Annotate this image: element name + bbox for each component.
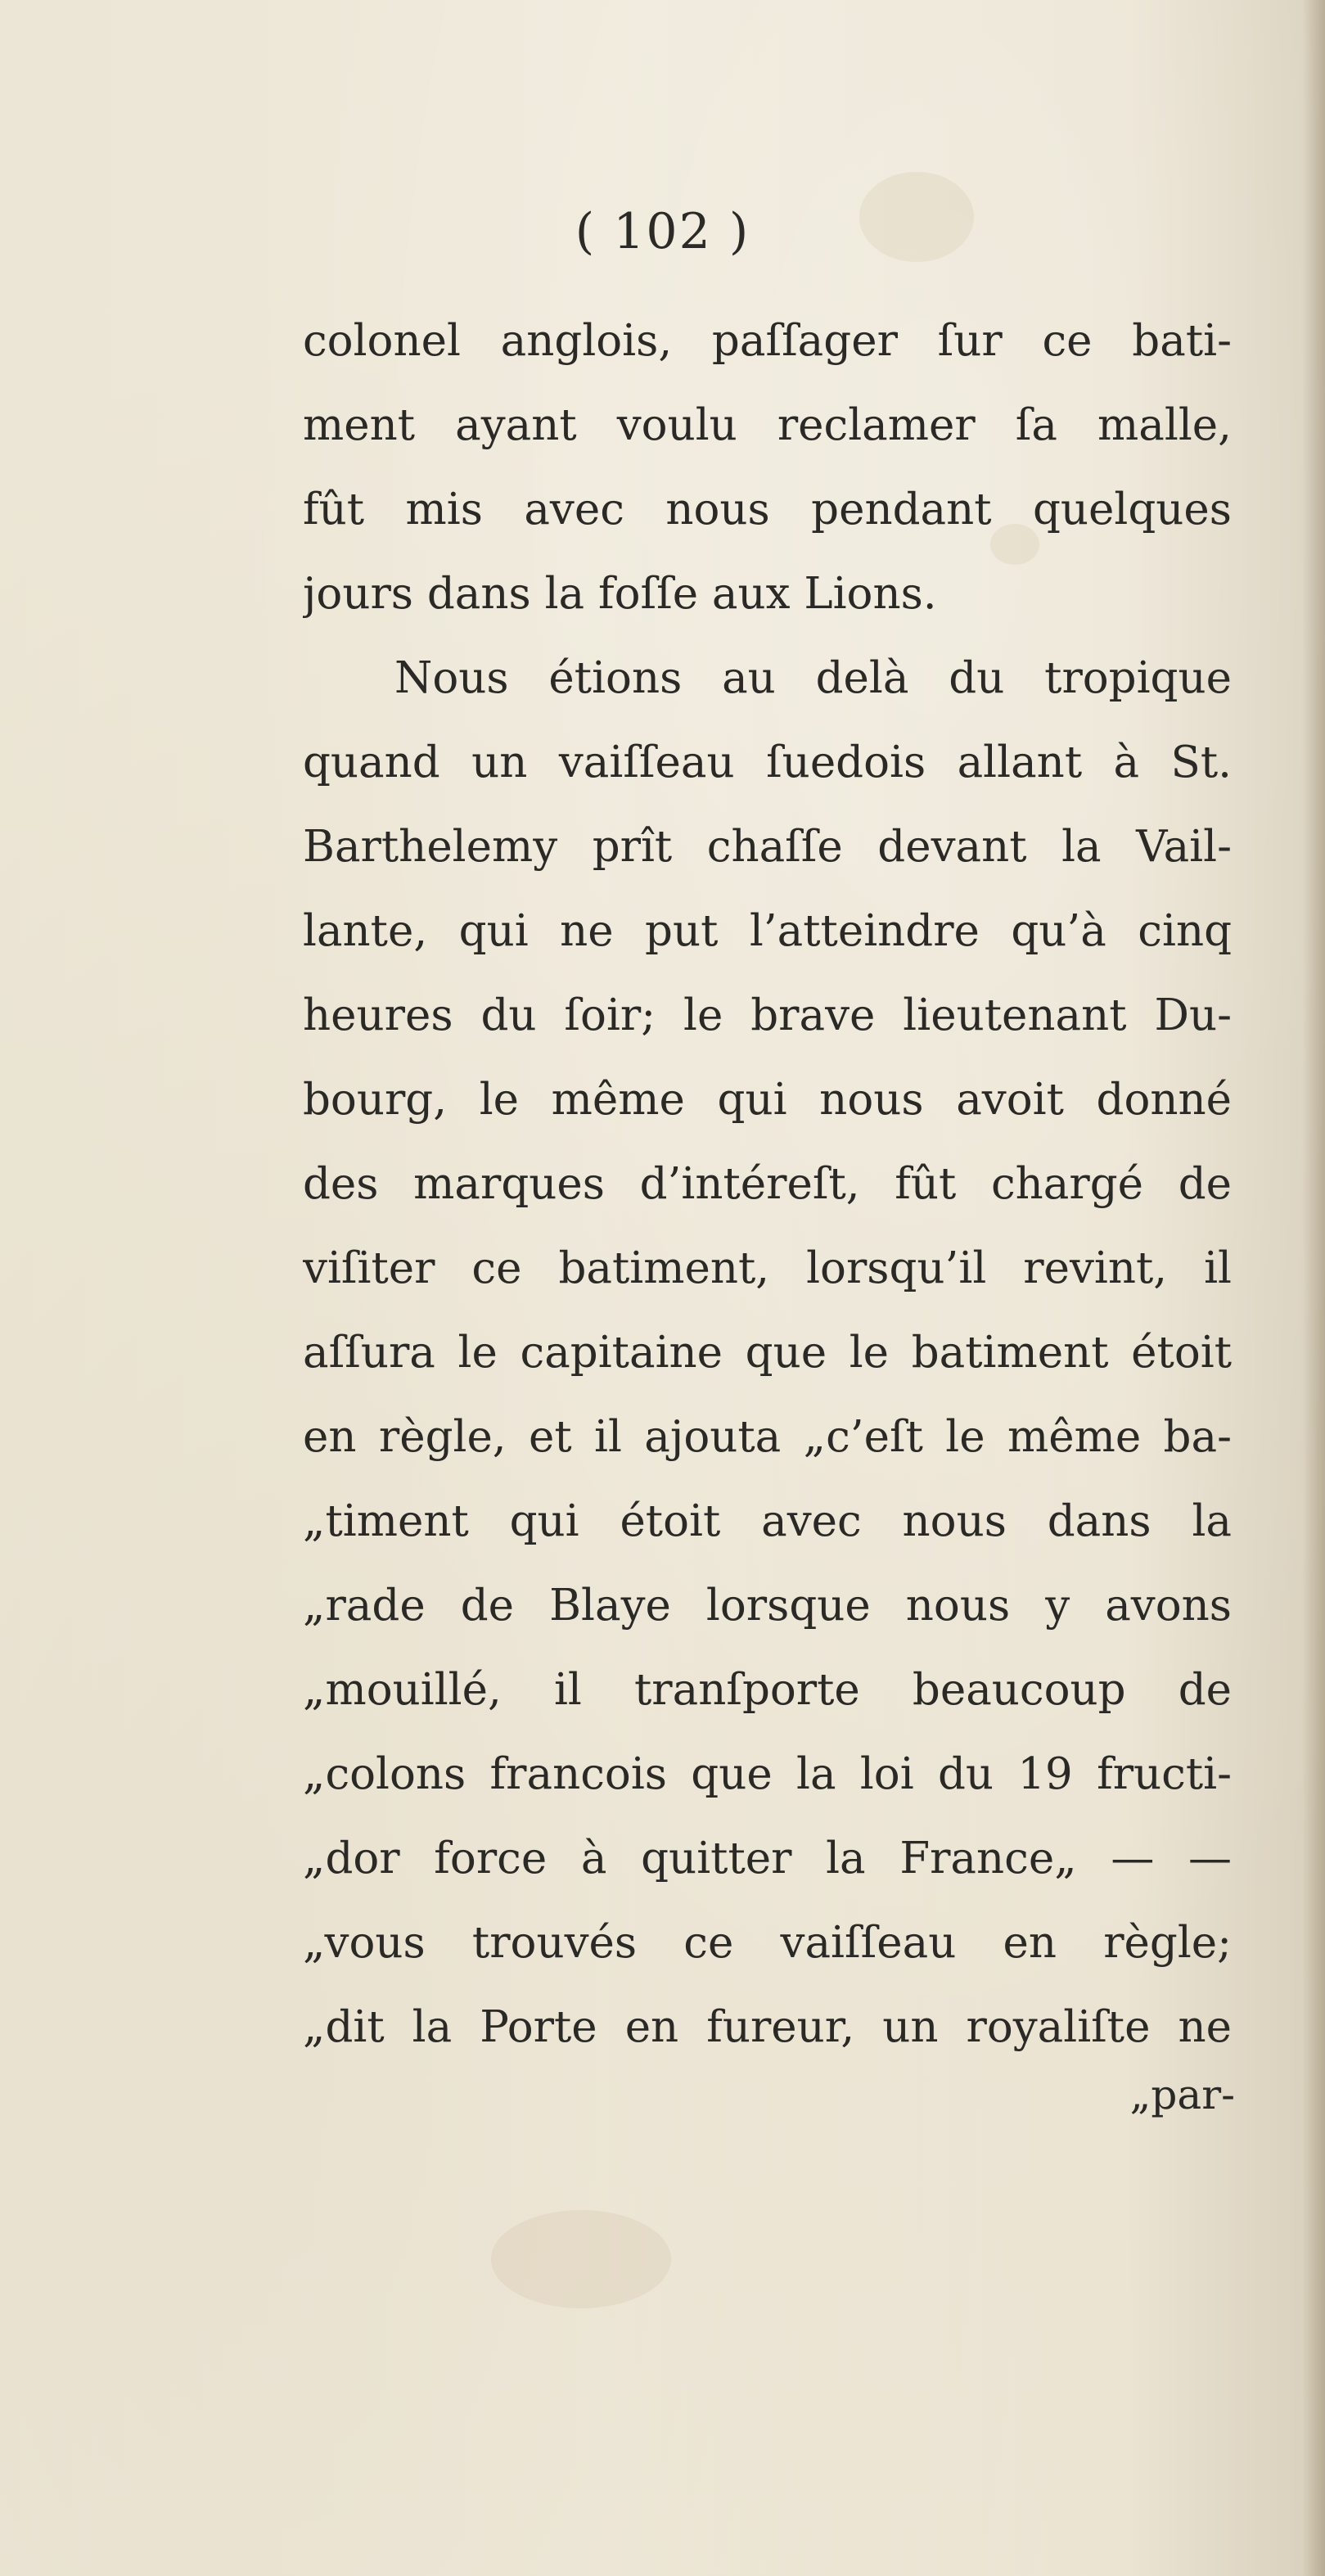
text-line: quand un vaiſſeau ſuedois allant à St. bbox=[303, 738, 1232, 787]
text-line: „mouillé, il tranſporte beaucoup de bbox=[303, 1665, 1232, 1715]
page-edge-shadow bbox=[1302, 0, 1325, 2576]
page-number: ( 102 ) bbox=[575, 203, 750, 260]
text-line: „dor force à quitter la France„ — — bbox=[303, 1834, 1232, 1884]
paper-stain bbox=[491, 2210, 671, 2308]
catchword: „par- bbox=[1129, 2071, 1235, 2118]
text-line: des marques d’intéreſt, fût chargé de bbox=[303, 1159, 1232, 1209]
text-line: heures du ſoir; le brave lieutenant Du- bbox=[303, 990, 1232, 1040]
text-line: „colons francois que la loi du 19 fructi- bbox=[303, 1749, 1232, 1799]
text-line: „rade de Blaye lorsque nous y avons bbox=[303, 1581, 1232, 1631]
text-line: bourg, le même qui nous avoit donné bbox=[303, 1075, 1232, 1125]
text-line: jours dans la foſſe aux Lions. bbox=[303, 569, 937, 619]
text-line: „vous trouvés ce vaiſſeau en règle; bbox=[303, 1918, 1232, 1968]
text-line: aſſura le capitaine que le batiment étoit bbox=[303, 1328, 1232, 1378]
text-line: en règle, et il ajouta „c’eſt le même ba- bbox=[303, 1412, 1232, 1462]
text-line: Nous étions au delà du tropique bbox=[394, 653, 1232, 703]
body-text bbox=[303, 299, 1232, 2069]
text-line: Barthelemy prît chaſſe devant la Vail- bbox=[303, 822, 1232, 872]
text-line: „dit la Porte en fureur, un royaliſte ne bbox=[303, 2002, 1232, 2052]
text-line: „timent qui étoit avec nous dans la bbox=[303, 1496, 1232, 1546]
text-line: fût mis avec nous pendant quelques bbox=[303, 485, 1232, 535]
text-line: viſiter ce batiment, lorsqu’il revint, il bbox=[303, 1243, 1232, 1293]
text-line: ment ayant voulu reclamer ſa malle, bbox=[303, 400, 1232, 450]
text-line: colonel anglois, paſſager ſur ce bati- bbox=[303, 316, 1232, 366]
text-line: lante, qui ne put l’atteindre qu’à cinq bbox=[303, 906, 1232, 956]
